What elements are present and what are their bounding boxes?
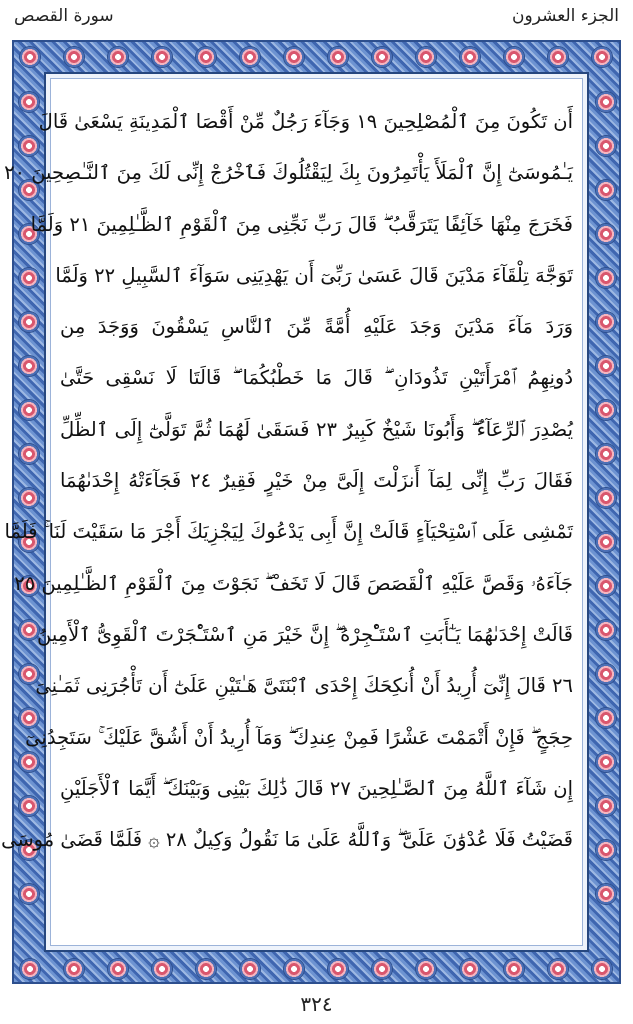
rosette-ornament: [460, 959, 480, 979]
rosette-ornament: [196, 959, 216, 979]
rosette-ornament: [596, 356, 616, 376]
rosette-ornament: [596, 444, 616, 464]
verse-line: قَالَتْ إِحْدَىٰهُمَا يَـٰٓأَبَتِ ٱسْتَـْٔجِرْهُ ۖ إِنَّ خَيْرَ مَنِ ٱسْتَـْٔجَرْتَ ٱلْقَوِىُّ ٱلْأَمِينُ: [36, 622, 573, 646]
rosette-ornament: [372, 47, 392, 67]
rosette-ornament: [596, 884, 616, 904]
rosette-ornament: [19, 444, 39, 464]
rosette-ornament: [19, 92, 39, 112]
rosette-ornament: [596, 180, 616, 200]
rosette-ornament: [196, 47, 216, 67]
rosette-ornament: [19, 312, 39, 332]
rosette-ornament: [596, 576, 616, 596]
verse-line: فَقَالَ رَبِّ إِنِّى لِمَآ أَنزَلْتَ إِلَىَّ مِنْ خَيْرٍ فَقِيرٌ ٢٤ فَجَآءَتْهُ إِحْدَىٰهُمَا: [60, 469, 573, 493]
rosette-ornament: [548, 959, 568, 979]
rosette-ornament: [596, 620, 616, 640]
verse-line: أَن تَكُونَ مِنَ ٱلْمُصْلِحِينَ ١٩ وَجَآءَ رَجُلٌ مِّنْ أَقْصَا ٱلْمَدِينَةِ يَسْعَىٰ قَالَ: [38, 110, 573, 133]
rosette-ornament: [596, 708, 616, 728]
verse-line: فَخَرَجَ مِنْهَا خَآئِفًا يَتَرَقَّبُ ۖ قَالَ رَبِّ نَجِّنِى مِنَ ٱلْقَوْمِ ٱلظَّـٰلِمِينَ ٢١ وَلَمَّا: [30, 212, 573, 236]
rosette-ornament: [592, 959, 612, 979]
rosette-ornament: [240, 959, 260, 979]
verse-line: يُصْدِرَ ٱلرِّعَآءُ ۖ وَأَبُونَا شَيْخٌ كَبِيرٌ ٢٣ فَسَقَىٰ لَهُمَا ثُمَّ تَوَلَّىٰٓ إِلَى ٱلظِّلِّ: [60, 417, 573, 441]
rosette-ornament: [504, 47, 524, 67]
rosette-ornament: [20, 47, 40, 67]
rosette-ornament: [416, 47, 436, 67]
rosette-ornament: [328, 47, 348, 67]
rosette-ornament: [64, 47, 84, 67]
rosette-ornament: [152, 47, 172, 67]
verse-line: جَآءَهُۥ وَقَصَّ عَلَيْهِ ٱلْقَصَصَ قَالَ لَا تَخَفْ ۖ نَجَوْتَ مِنَ ٱلْقَوْمِ ٱلظَّـٰلِمِينَ ٢٥: [14, 571, 573, 595]
rosette-ornament: [19, 400, 39, 420]
rosette-ornament: [596, 664, 616, 684]
rosette-ornament: [596, 488, 616, 508]
verse-line: تَمْشِى عَلَى ٱسْتِحْيَآءٍ قَالَتْ إِنَّ أَبِى يَدْعُوكَ لِيَجْزِيَكَ أَجْرَ مَا سَقَيْتَ لَنَا ۚ فَلَمَّا: [4, 520, 573, 544]
rosette-ornament: [328, 959, 348, 979]
rosette-ornament: [504, 959, 524, 979]
rosette-ornament: [19, 884, 39, 904]
page-number: ٣٢٤: [300, 992, 333, 1016]
rosette-ornament: [596, 796, 616, 816]
rosette-ornament: [548, 47, 568, 67]
verse-line: دُونِهِمُ ٱمْرَأَتَيْنِ تَذُودَانِ ۖ قَالَ مَا خَطْبُكُمَا ۖ قَالَتَا لَا نَسْقِى حَتَّىٰ: [60, 366, 573, 390]
rosette-ornament: [416, 959, 436, 979]
rosette-ornament: [596, 268, 616, 288]
rosette-ornament: [284, 47, 304, 67]
verse-line: حِجَجٍ ۖ فَإِنْ أَتْمَمْتَ عَشْرًا فَمِنْ عِندِكَ ۖ وَمَآ أُرِيدُ أَنْ أَشُقَّ عَلَيْكَ ۚ سَتَجِدُنِىٓ: [25, 725, 573, 749]
verse-line: قَضَيْتُ فَلَا عُدْوَٰنَ عَلَىَّ ۖ وَٱللَّهُ عَلَىٰ مَا نَقُولُ وَكِيلٌ ٢٨ ۞ فَلَمَّا قَضَىٰ مُوسَى: [1, 828, 573, 852]
juz-label: الجزء العشرون: [512, 6, 619, 26]
rosette-ornament: [108, 47, 128, 67]
rosette-ornament: [596, 532, 616, 552]
verse-line: ٢٦ قَالَ إِنِّىٓ أُرِيدُ أَنْ أُنكِحَكَ إِحْدَى ٱبْنَتَىَّ هَـٰتَيْنِ عَلَىٰٓ أَن تَأْجُرَنِى ثَمَـٰنِىَ: [35, 674, 573, 698]
rosette-ornament: [592, 47, 612, 67]
verse-line: تَوَجَّهَ تِلْقَآءَ مَدْيَنَ قَالَ عَسَىٰ رَبِّىٓ أَن يَهْدِيَنِى سَوَآءَ ٱلسَّبِيلِ ٢٢ وَلَمَّا: [55, 263, 573, 287]
verse-line: إِن شَآءَ ٱللَّهُ مِنَ ٱلصَّـٰلِحِينَ ٢٧ قَالَ ذَٰلِكَ بَيْنِى وَبَيْنَكَ ۖ أَيَّمَا ٱلْأَجَلَيْنِ: [60, 776, 573, 800]
rosette-ornament: [284, 959, 304, 979]
rosette-ornament: [596, 752, 616, 772]
rosette-ornament: [596, 400, 616, 420]
rosette-ornament: [19, 488, 39, 508]
verse-lines: [1, 96, 573, 865]
rosette-ornament: [596, 840, 616, 860]
rosette-ornament: [240, 47, 260, 67]
rosette-ornament: [19, 796, 39, 816]
rosette-ornament: [19, 356, 39, 376]
rosette-ornament: [596, 312, 616, 332]
rosette-ornament: [108, 959, 128, 979]
rosette-ornament: [20, 959, 40, 979]
rosette-ornament: [64, 959, 84, 979]
surah-label: سورة القصص: [14, 6, 114, 26]
rosette-ornament: [19, 268, 39, 288]
verse-line: يَـٰمُوسَىٰٓ إِنَّ ٱلْمَلَأَ يَأْتَمِرُونَ بِكَ لِيَقْتُلُوكَ فَٱخْرُجْ إِنِّى لَكَ مِنَ ٱلنَّـٰصِحِينَ ٢٠: [4, 161, 573, 185]
rosette-ornament: [596, 92, 616, 112]
verse-line: وَرَدَ مَآءَ مَدْيَنَ وَجَدَ عَلَيْهِ أُمَّةً مِّنَ ٱلنَّاسِ يَسْقُونَ وَوَجَدَ مِن: [60, 315, 573, 339]
rosette-ornament: [596, 224, 616, 244]
rosette-ornament: [372, 959, 392, 979]
rosette-ornament: [152, 959, 172, 979]
rosette-ornament: [460, 47, 480, 67]
rosette-ornament: [596, 136, 616, 156]
